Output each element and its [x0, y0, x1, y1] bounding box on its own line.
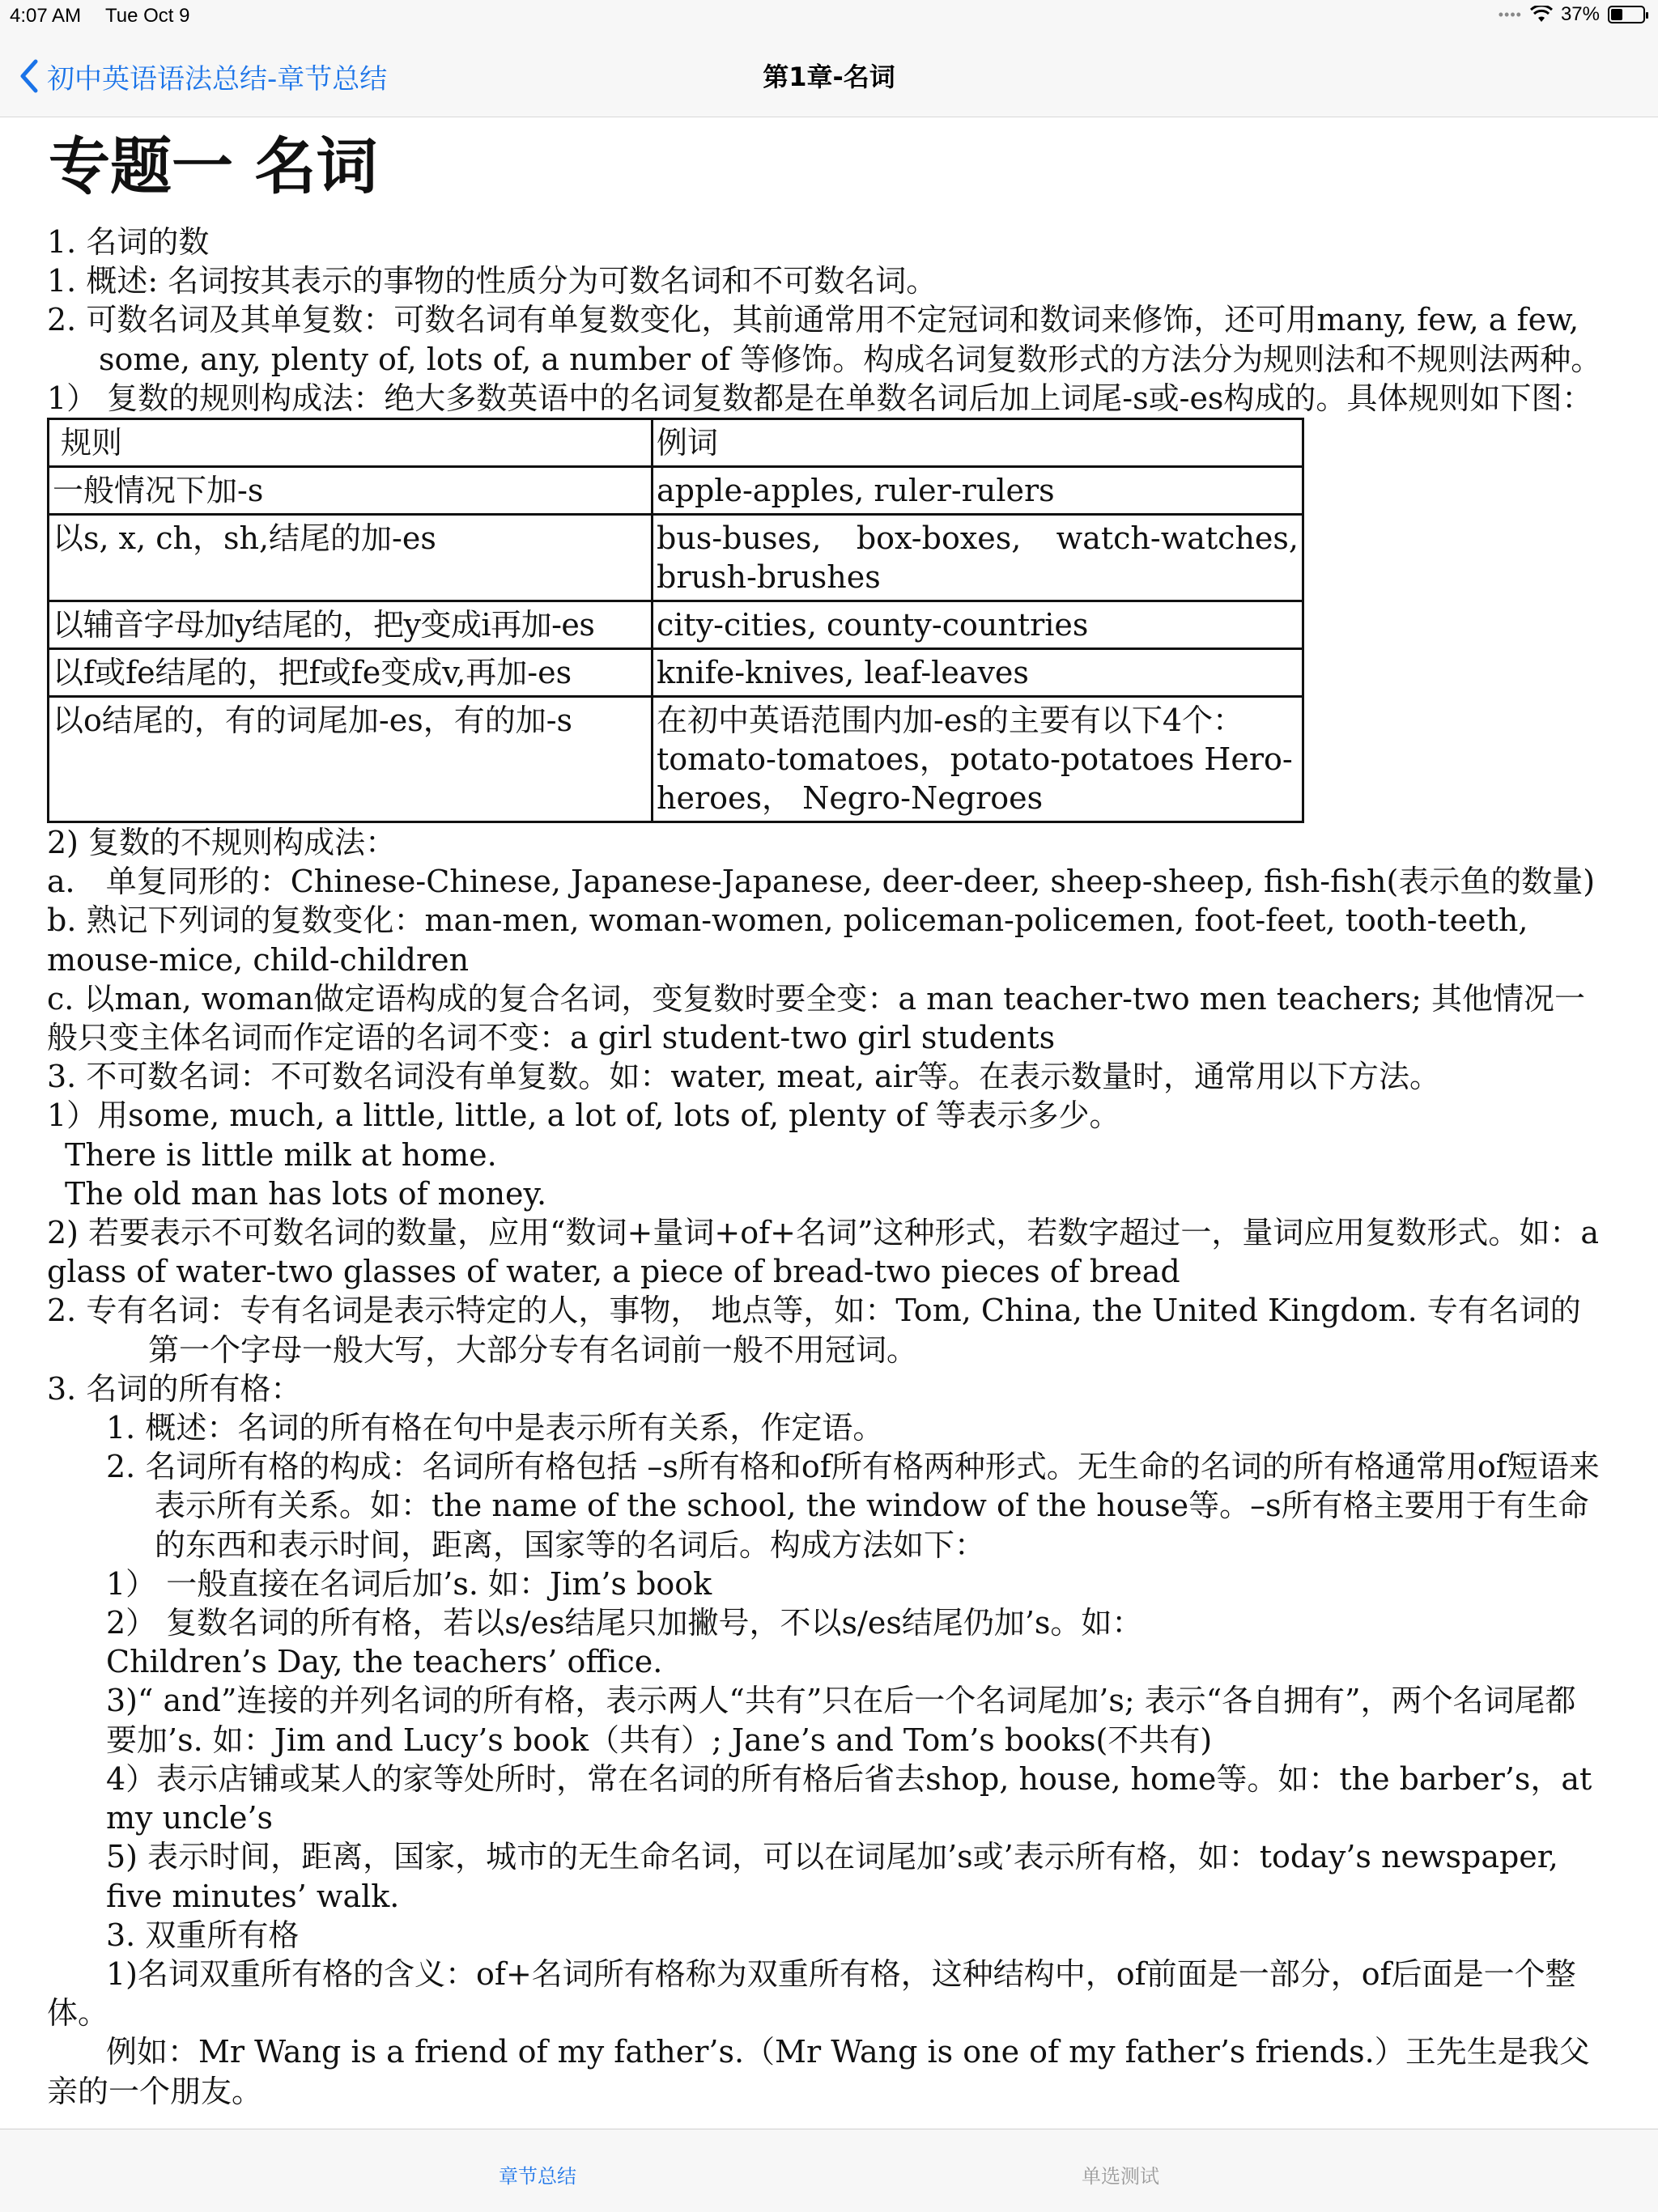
paragraph: b. 熟记下列词的复数变化：man-men, woman-women, policeman-policemen, foot-feet, tooth-teeth, mouse-mice, child-children — [47, 902, 1528, 978]
plural-rules-table — [47, 418, 1304, 823]
status-bar — [0, 0, 1658, 36]
paragraph: 1） 复数的规则构成法：绝大多数英语中的名词复数都是在单数名词后加上词尾-s或-es构成的。具体规则如下图： — [47, 380, 1593, 416]
table-row — [49, 515, 1303, 601]
paragraph: 例如：Mr Wang is a friend of my father’s.（Mr Wang is one of my father’s friends.）王先生是我父亲的一个朋友。 — [47, 2034, 1590, 2109]
table-header-cell: 例词 — [653, 419, 1303, 467]
tab-chapter-summary[interactable]: 章节总结 — [499, 2165, 576, 2188]
paragraph: 3)“ and”连接的并列名词的所有格，表示两人“共有”只在后一个名词尾加’s; 表示“各自拥有”，两个名词尾都要加’s. 如：Jim and Lucy’s book（共有）; Jane’s and Tom’s books(不共有) — [106, 1683, 1576, 1758]
paragraph: 4）表示店铺或某人的家等处所时，常在名词的所有格后省去shop, house, home等。如：the barber’s，at my uncle’s — [106, 1760, 1592, 1836]
paragraph: c. 以man, woman做定语构成的复合名词，变复数时要全变：a man teacher-two men teachers; 其他情况一般只变主体名词而作定语的名词不变：a girl student-two girl students — [47, 980, 1586, 1056]
document-body — [47, 223, 1605, 2111]
example-sentence: There is little milk at home. — [65, 1136, 497, 1173]
status-time: 4:07 AM — [10, 5, 82, 27]
rule-cell: 以辅音字母加y结尾的，把y变成i再加-es — [49, 601, 653, 649]
example-cell: knife-knives, leaf-leaves — [653, 649, 1303, 697]
wifi-icon — [1530, 6, 1553, 23]
paragraph: 1） 一般直接在名词后加’s. 如：Jim’s book — [106, 1565, 712, 1602]
paragraph: 2) 若要表示不可数名词的数量，应用“数词+量词+of+名词”这种形式，若数字超过一，量词应用复数形式。如：a glass of water-two glasses of water, a piece of bread-two pieces of bread — [47, 1215, 1600, 1290]
paragraph: 5) 表示时间，距离，国家，城市的无生命名词，可以在词尾加’s或’表示所有格，如：today’s newspaper, five minutes’ walk. — [106, 1839, 1558, 1914]
back-button-label: 初中英语语法总结-章节总结 — [47, 62, 388, 96]
rule-cell: 以f或fe结尾的，把f或fe变成v,再加-es — [49, 649, 653, 697]
rule-cell: 以o结尾的，有的词尾加-es，有的加-s — [49, 697, 653, 822]
paragraph: 2） 复数名词的所有格，若以s/es结尾只加撇号，不以s/es结尾仍加’s。如： — [106, 1605, 1143, 1641]
paragraph: 2. 可数名词及其单复数：可数名词有单复数变化，其前通常用不定冠词和数词来修饰，还可用many, few, a few, some, any, plenty of, lots of, a number of 等修饰。构成名词复数形式的方法分为规则法和不规则法两种。 — [47, 302, 1602, 377]
document-title: 专题一 名词 — [49, 130, 378, 202]
rule-cell: 以s, x, ch，sh,结尾的加-es — [49, 515, 653, 601]
nav-title: 第1章-名词 — [763, 62, 895, 92]
paragraph: 1）用some, much, a little, little, a lot of, lots of, plenty of 等表示多少。 — [47, 1098, 1120, 1134]
section-heading: 3. 双重所有格 — [106, 1917, 300, 1953]
tab-single-choice-quiz[interactable]: 单选测试 — [1082, 2165, 1159, 2188]
table-row — [49, 697, 1303, 822]
battery-level — [1611, 9, 1622, 20]
battery-icon — [1608, 6, 1645, 23]
example-sentence: The old man has lots of money. — [65, 1175, 547, 1212]
table-row — [49, 467, 1303, 515]
table-row — [49, 601, 1303, 649]
status-date: Tue Oct 9 — [105, 5, 190, 27]
paragraph: 1. 概述: 名词按其表示的事物的性质分为可数名词和不可数名词。 — [47, 263, 937, 299]
example-cell: bus-buses, box-boxes, watch-watches, brush-brushes — [653, 515, 1303, 601]
example-sentence: Children’s Day, the teachers’ office. — [106, 1644, 663, 1680]
paragraph: 2) 复数的不规则构成法： — [47, 825, 397, 861]
example-cell: apple-apples, ruler-rulers — [653, 467, 1303, 515]
rule-cell: 一般情况下加-s — [49, 467, 653, 515]
signal-dots-icon: •••• — [1498, 6, 1522, 23]
status-indicators — [1499, 3, 1645, 26]
paragraph: a． 单复同形的：Chinese-Chinese, Japanese-Japanese, deer-deer, sheep-sheep, fish-fish(表示鱼的数量) — [47, 864, 1596, 900]
example-cell: 在初中英语范围内加-es的主要有以下4个：tomato-tomatoes，potato-potatoes Hero-heroes， Negro-Negroes — [653, 697, 1303, 822]
section-heading: 3. 不可数名词：不可数名词没有单复数。如：water, meat, air等。在表示数量时，通常用以下方法。 — [47, 1059, 1441, 1095]
navigation-bar — [0, 36, 1658, 117]
paragraph: 2. 名词所有格的构成：名词所有格包括 –s所有格和of所有格两种形式。无生命的名词的所有格通常用of短语来表示所有关系。如：the name of the school, the window of the house等。–s所有格主要用于有生命的东西和表示时间，距离，国家等的名词后。构成方法如下： — [106, 1449, 1600, 1563]
document-scroll-view[interactable] — [0, 117, 1658, 2129]
section-heading: 2. 专有名词：专有名词是表示特定的人，事物， 地点等，如：Tom, China, the United Kingdom. 专有名词的第一个字母一般大写，大部分专有名词前一般不用冠词。 — [47, 1293, 1581, 1368]
table-row — [49, 649, 1303, 697]
battery-percent: 37% — [1560, 3, 1600, 25]
paragraph: 1. 概述：名词的所有格在句中是表示所有关系，作定语。 — [106, 1410, 884, 1446]
example-cell: city-cities, county-countries — [653, 601, 1303, 649]
section-heading: 3. 名词的所有格： — [47, 1370, 302, 1407]
paragraph: 1)名词双重所有格的含义：of+名词所有格称为双重所有格，这种结构中，of前面是一部分，of后面是一个整体。 — [47, 1955, 1576, 2032]
section-heading: 1. 名词的数 — [47, 224, 210, 260]
table-header-row — [49, 419, 1303, 467]
tab-bar — [0, 2129, 1658, 2212]
table-header-cell: 规则 — [49, 419, 653, 467]
